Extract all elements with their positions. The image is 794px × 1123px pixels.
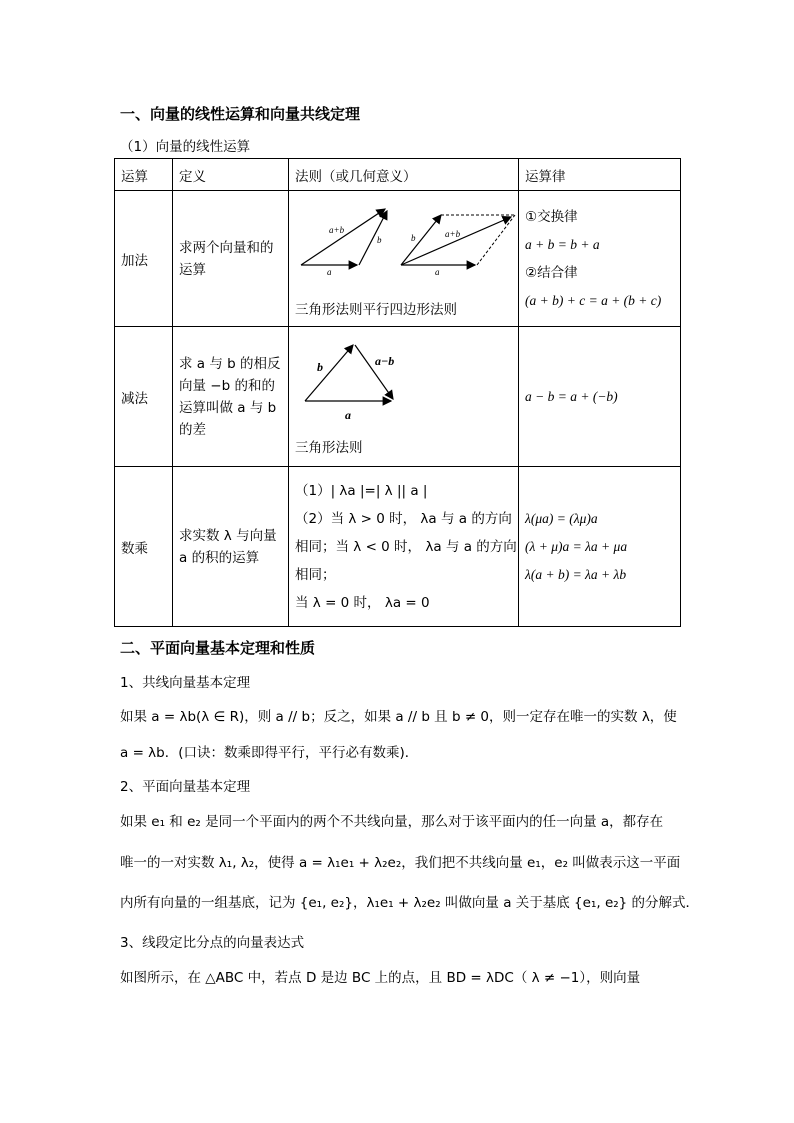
header-definition: 定义 [173,159,289,191]
definition-scalar: 求实数 λ 与向量 a 的积的运算 [173,467,289,627]
rule-addition [289,191,519,327]
header-rule: 法则（或几何意义） [289,159,519,191]
theorem-3-line-1: 如图所示，在 △ABC 中，若点 D 是边 BC 上的点，且 BD = λDC（ λ ≠ −1），则向量 [120,970,641,986]
table-header-row [115,159,681,191]
theorem-2-line-2: 唯一的一对实数 λ₁, λ₂，使得 a = λ₁e₁ + λ₂e₂，我们把不共线向量 e₁，e₂ 叫做表示这一平面 [120,855,681,871]
table-row-subtraction [115,327,681,467]
theorem-3-title: 3、线段定比分点的向量表达式 [120,935,305,951]
definition-subtraction: 求 a 与 b 的相反 向量 −b 的和的 运算叫做 a 与 b 的差 [173,327,289,467]
definition-addition: 求两个向量和的 运算 [173,191,289,327]
fig-label-b: b [377,235,382,245]
theorem-1-title: 1、共线向量基本定理 [120,675,251,691]
theorem-1-line-1: 如果 a = λb(λ ∈ R)，则 a // b；反之，如果 a // b 且 b ≠ 0，则一定存在唯一的实数 λ，使 [120,709,677,725]
table-row-scalar [115,467,681,627]
op-name-subtraction: 减法 [115,327,173,467]
rule-subtraction [289,327,519,467]
operations-table [114,158,681,627]
caption-addition: 三角形法则平行四边形法则 [295,302,457,318]
caption-subtraction: 三角形法则 [295,440,363,456]
law-subtraction: a − b = a + (−b) [519,327,681,467]
header-law: 运算律 [519,159,681,191]
theorem-1-line-2: a = λb．(口诀：数乘即得平行，平行必有数乘)． [120,745,419,761]
fig-label-sub-amb: a−b [375,354,395,368]
theorem-2-line-1: 如果 e₁ 和 e₂ 是同一个平面内的两个不共线向量，那么对于该平面内的任一向量 a，都存在 [120,814,664,830]
fig-label-sub-a: a [345,408,351,422]
op-name-addition: 加法 [115,191,173,327]
subtraction-diagram [295,331,521,431]
theorem-2-line-3: 内所有向量的一组基底，记为 {e₁, e₂}，λ₁e₁ + λ₂e₂ 叫做向量 a 关于基底 {e₁, e₂} 的分解式． [120,895,700,911]
fig-label-sub-b: b [317,360,323,374]
law-scalar: λ(μa) = (λμ)a (λ + μ)a = λa + μa λ(a + b) = λa + λb [519,467,681,627]
section-title-2: 二、平面向量基本定理和性质 [120,639,316,657]
header-operation: 运算 [115,159,173,191]
fig-label-a: a [327,267,332,277]
addition-diagram [295,195,521,295]
subsection-title: （1）向量的线性运算 [120,139,251,155]
fig-label-b2: b [411,233,416,243]
fig-label-a2: a [435,267,440,277]
op-name-scalar: 数乘 [115,467,173,627]
section-title-1: 一、向量的线性运算和向量共线定理 [120,105,361,123]
table-row-addition [115,191,681,327]
fig-label-sum: a+b [329,225,345,235]
fig-label-sum2: a+b [445,229,461,239]
rule-scalar: （1）| λa |=| λ || a | （2）当 λ > 0 时， λa 与 a 的方向 相同；当 λ < 0 时， λa 与 a 的方向 相同； 当 λ = 0 时， λa = 0 [289,467,519,627]
theorem-2-title: 2、平面向量基本定理 [120,779,251,795]
law-addition: ①交换律 a + b = b + a ②结合律 (a + b) + c = a + (b + c) [519,191,681,327]
